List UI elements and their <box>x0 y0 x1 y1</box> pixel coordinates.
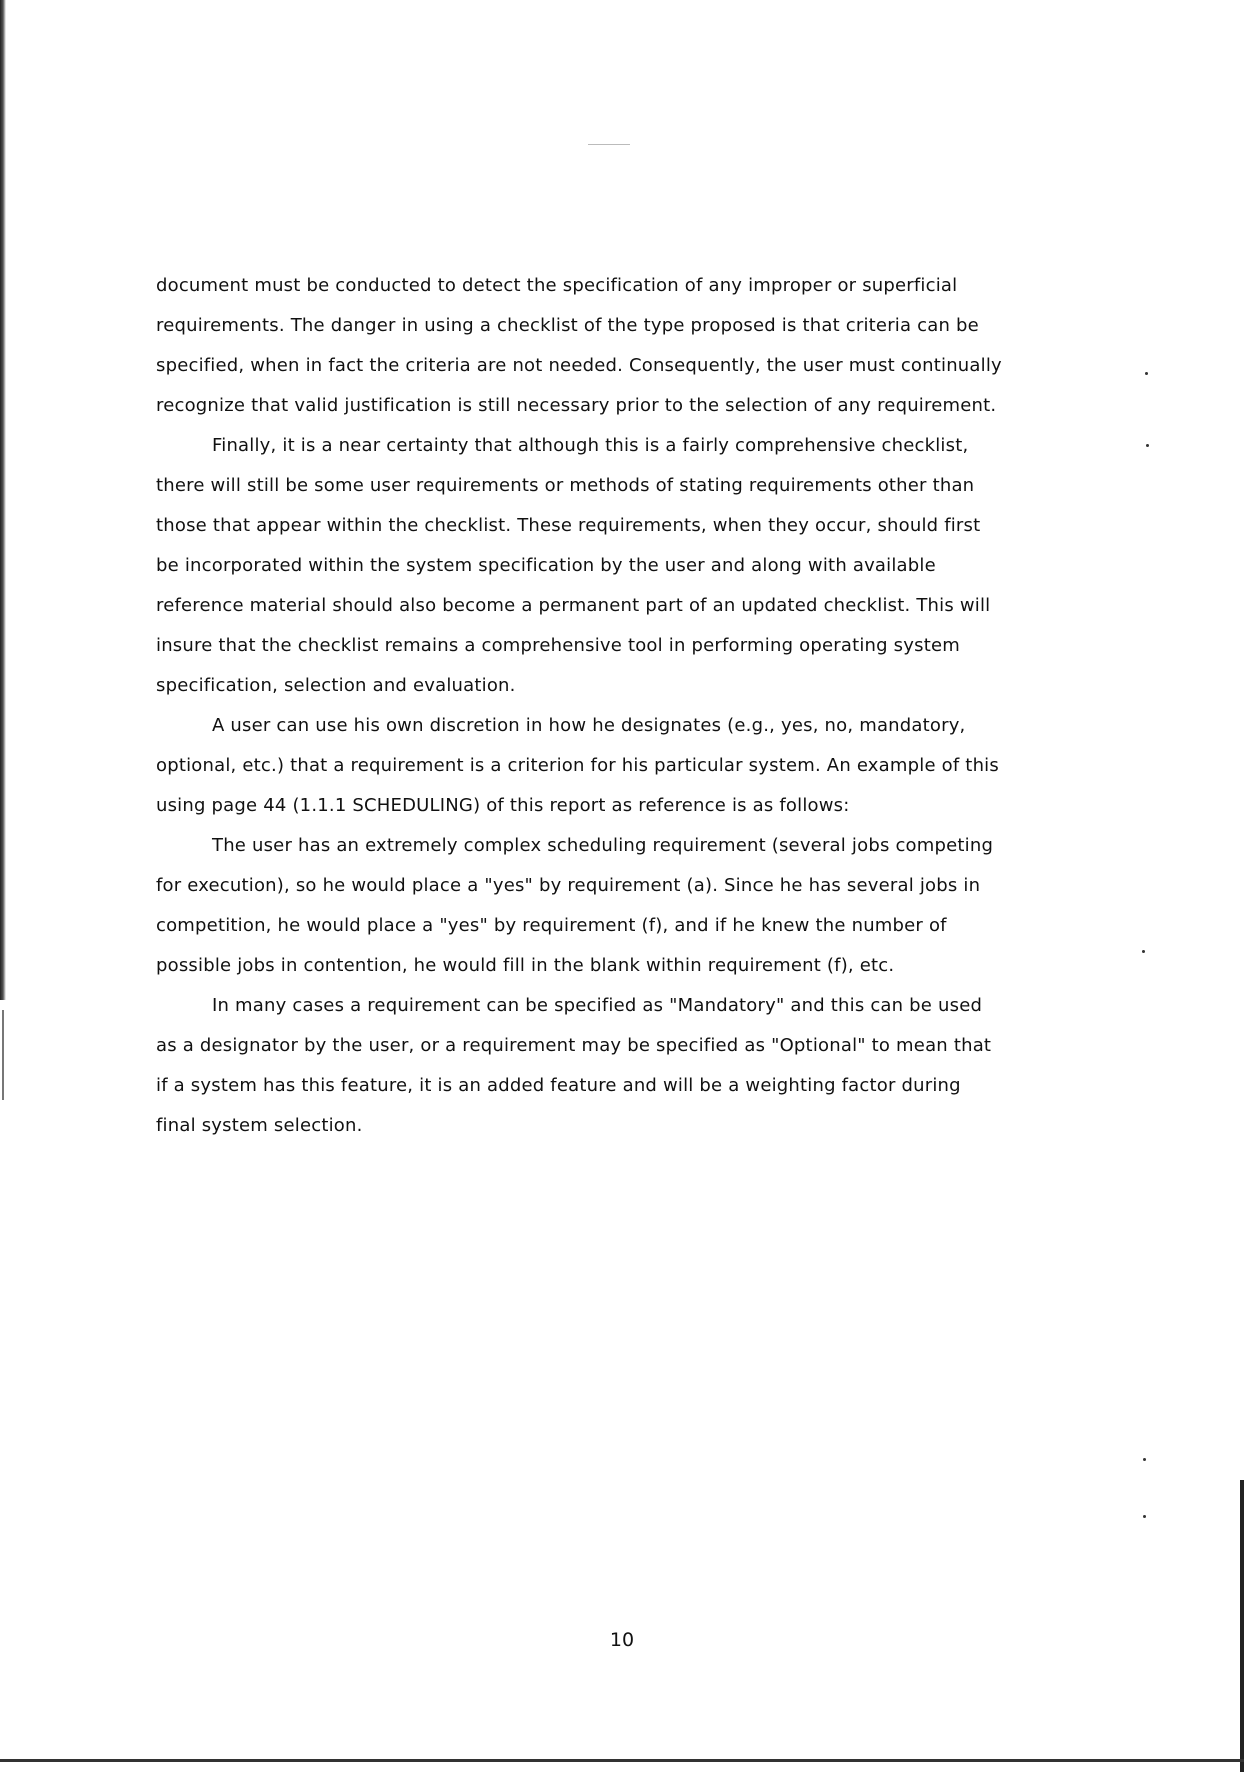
paragraph-scheduling-example: The user has an extremely complex scheduling requirement (several jobs competing for execution), so he would place a "yes" by requirement (a). Since he has several jobs in competition, he would place a "yes" by requirement (f), and if he knew the number of possible jobs in contention, he would fill in the blank within requirement (f), etc. <box>156 835 994 976</box>
paragraph-user-discretion: A user can use his own discretion in how he designates (e.g., yes, no, mandatory, optional, etc.) that a requirement is a criterion for his particular system. An example of this using page 44 (1.1.1 SCHEDULING) of this report as reference is as follows: <box>156 715 999 816</box>
scan-speck <box>1143 1458 1146 1461</box>
scan-left-edge-mark <box>2 1010 4 1100</box>
scan-speck <box>1142 950 1145 953</box>
page-number: 10 <box>609 1629 635 1651</box>
scan-right-edge <box>1240 1480 1244 1772</box>
paragraph-finally: Finally, it is a near certainty that although this is a fairly comprehensive checklist, there will still be some user requirements or methods of stating requirements other than those that appear within the checklist. These requirements, when they occur, should first be incorporated within the system specification by the user and along with available reference material should also become a permanent part of an updated checklist. This will insure that the checklist remains a comprehensive tool in performing operating system specification, selection and evaluation. <box>156 435 991 696</box>
scan-speck <box>1145 372 1148 375</box>
scan-smudge <box>588 144 630 145</box>
scan-bottom-rule <box>0 1759 1244 1762</box>
scan-left-edge <box>0 0 6 1000</box>
scan-speck <box>1146 444 1149 447</box>
body-text <box>156 266 1006 1146</box>
paragraph-continuation: document must be conducted to detect the specification of any improper or superficial requirements. The danger in using a checklist of the type proposed is that criteria can be specified, when in fact the criteria are not needed. Consequently, the user must continually recognize that valid justification is still necessary prior to the selection of any requirement. <box>156 275 1002 416</box>
paragraph-mandatory-optional: In many cases a requirement can be specified as "Mandatory" and this can be used as a designator by the user, or a requirement may be specified as "Optional" to mean that if a system has this feature, it is an added feature and will be a weighting factor during final system selection. <box>156 995 992 1136</box>
scan-speck <box>1143 1515 1146 1518</box>
